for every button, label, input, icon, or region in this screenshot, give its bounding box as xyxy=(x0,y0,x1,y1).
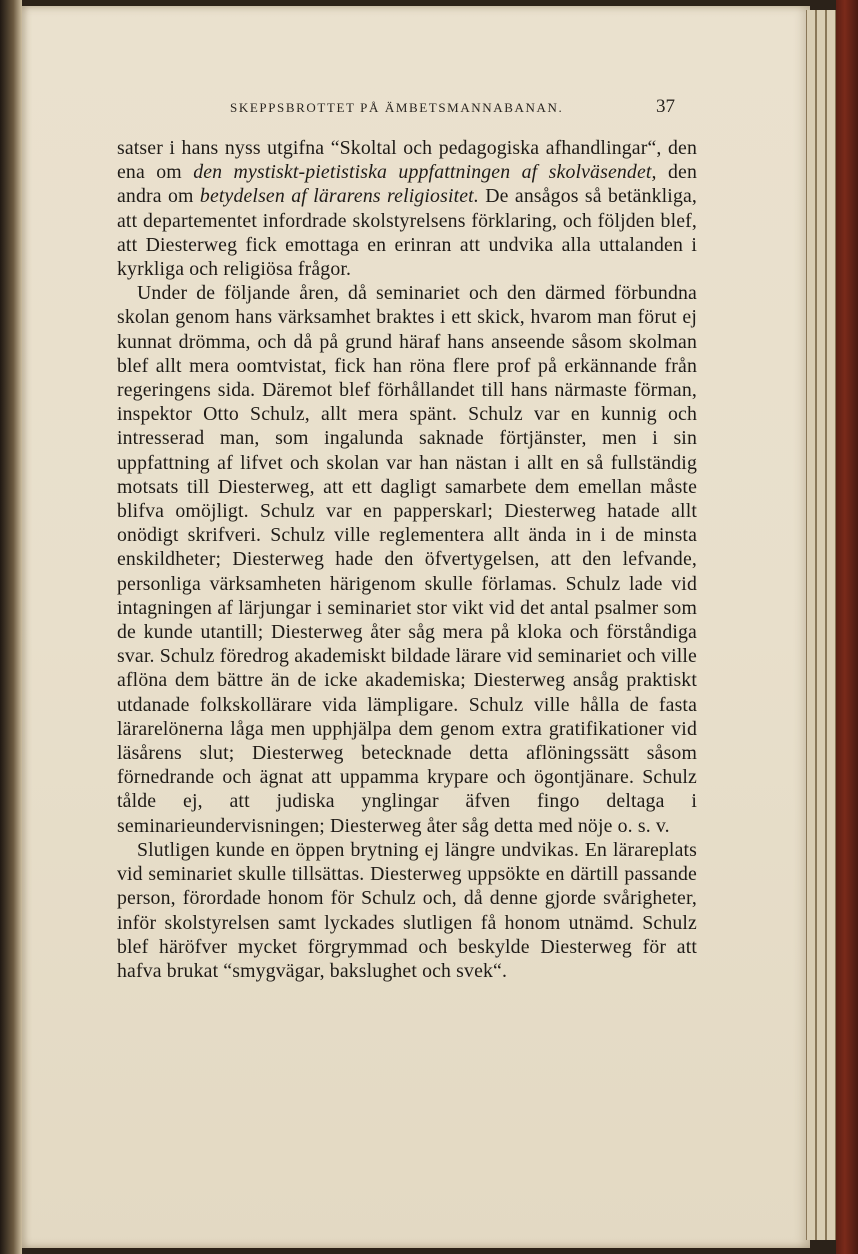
page-number: 37 xyxy=(656,96,675,117)
paragraph-1 xyxy=(117,136,697,281)
page-sheet xyxy=(22,6,810,1248)
text-segment: satser i hans nyss utgifna “Skoltal och pedagogiska afhandlingar“, den ena om xyxy=(117,137,697,184)
body-text xyxy=(117,136,697,983)
page-stack-edge xyxy=(826,10,836,1240)
page-stack-edge xyxy=(816,10,826,1240)
book-spine xyxy=(836,0,858,1254)
page-stack-edge xyxy=(806,10,816,1240)
italic-segment: betydelsen af lärarens religiositet. xyxy=(199,185,479,208)
paragraph-2 xyxy=(117,281,697,838)
running-head: SKEPPSBROTTET PÅ ÄMBETSMANNABANAN. xyxy=(230,100,564,115)
italic-segment: den mystiskt-pietistiska uppfattningen af skolväsendet, xyxy=(193,161,657,184)
paragraph-3 xyxy=(117,838,697,983)
page-header xyxy=(100,96,685,124)
text-segment: De ansågos så betänkliga, att departementet infordrade skolstyrelsens förklaring, och följden blef, att Diesterweg fick emottaga en erinran att undvika alla uttalanden i kyrkliga och religiösa frågor. xyxy=(117,185,698,281)
text-segment: Under de följande åren, då seminariet och den därmed förbundna skolan genom hans värksamhet braktes i ett skick, hvarom man förut ej kunnat drömma, och då på grund häraf hans anseende såsom skolman blef allt mera oomtvistat, fick han röna flere prof på erkännande från regeringens sida. Däremot blef förhållandet till hans närmaste förman, inspektor Otto Schulz, allt mera spänt. Schulz var en kunnig och intresserad man, som ingalunda saknade förtjänster, men i sin uppfattning af lifvet och skolan var han nästan i allt en så fullständig motsats till Diesterweg, att ett dagligt samarbete dem emellan måste blifva omöjligt. Schulz var en papperskarl; Diesterweg hatade allt onödigt skrifveri. Schulz ville reglementera allt ända in i de minsta enskildheter; Diesterweg hade den öfvertygelsen, att den lefvande, personliga värksamheten härigenom skulle förlamas. Schulz lade vid intagningen af lärjungar i seminariet stor vikt vid det antal psalmer som de kunde utantill; Diesterweg åter såg mera på kloka och förståndiga svar. Schulz föredrog akademiskt bildade lärare vid seminariet och ville aflöna dem bättre än de icke akademiska; Diesterweg ansåg praktiskt utdanade folkskollärare vida lämpligare. Schulz ville hålla de fasta lärarelönerna låga men upphjälpa dem genom extra gratifikationer vid läsårens slut; Diesterweg betecknade detta aflöningssätt såsom förnedrande och ägnat att uppamma krypare och ögontjänare. Schulz tålde ej, att judiska ynglingar äfven fingo deltaga i seminarieundervisningen; Diesterweg åter såg detta med nöje o. s. v. xyxy=(117,282,697,837)
text-segment: Slutligen kunde en öppen brytning ej längre undvikas. En lärareplats vid seminariet skulle tillsättas. Diesterweg uppsökte en därtill passande person, förordade honom för Schulz och, då denne gjorde svårigheter, inför skolstyrelsen samt lyckades slutligen få honom utnämd. Schulz blef häröfver mycket förgrymmad och beskylde Diesterweg för att hafva brukat “smygvägar, bakslughet och svek“. xyxy=(117,838,697,982)
text-segment: den andra om xyxy=(117,161,698,208)
left-page-edge xyxy=(0,0,22,1254)
